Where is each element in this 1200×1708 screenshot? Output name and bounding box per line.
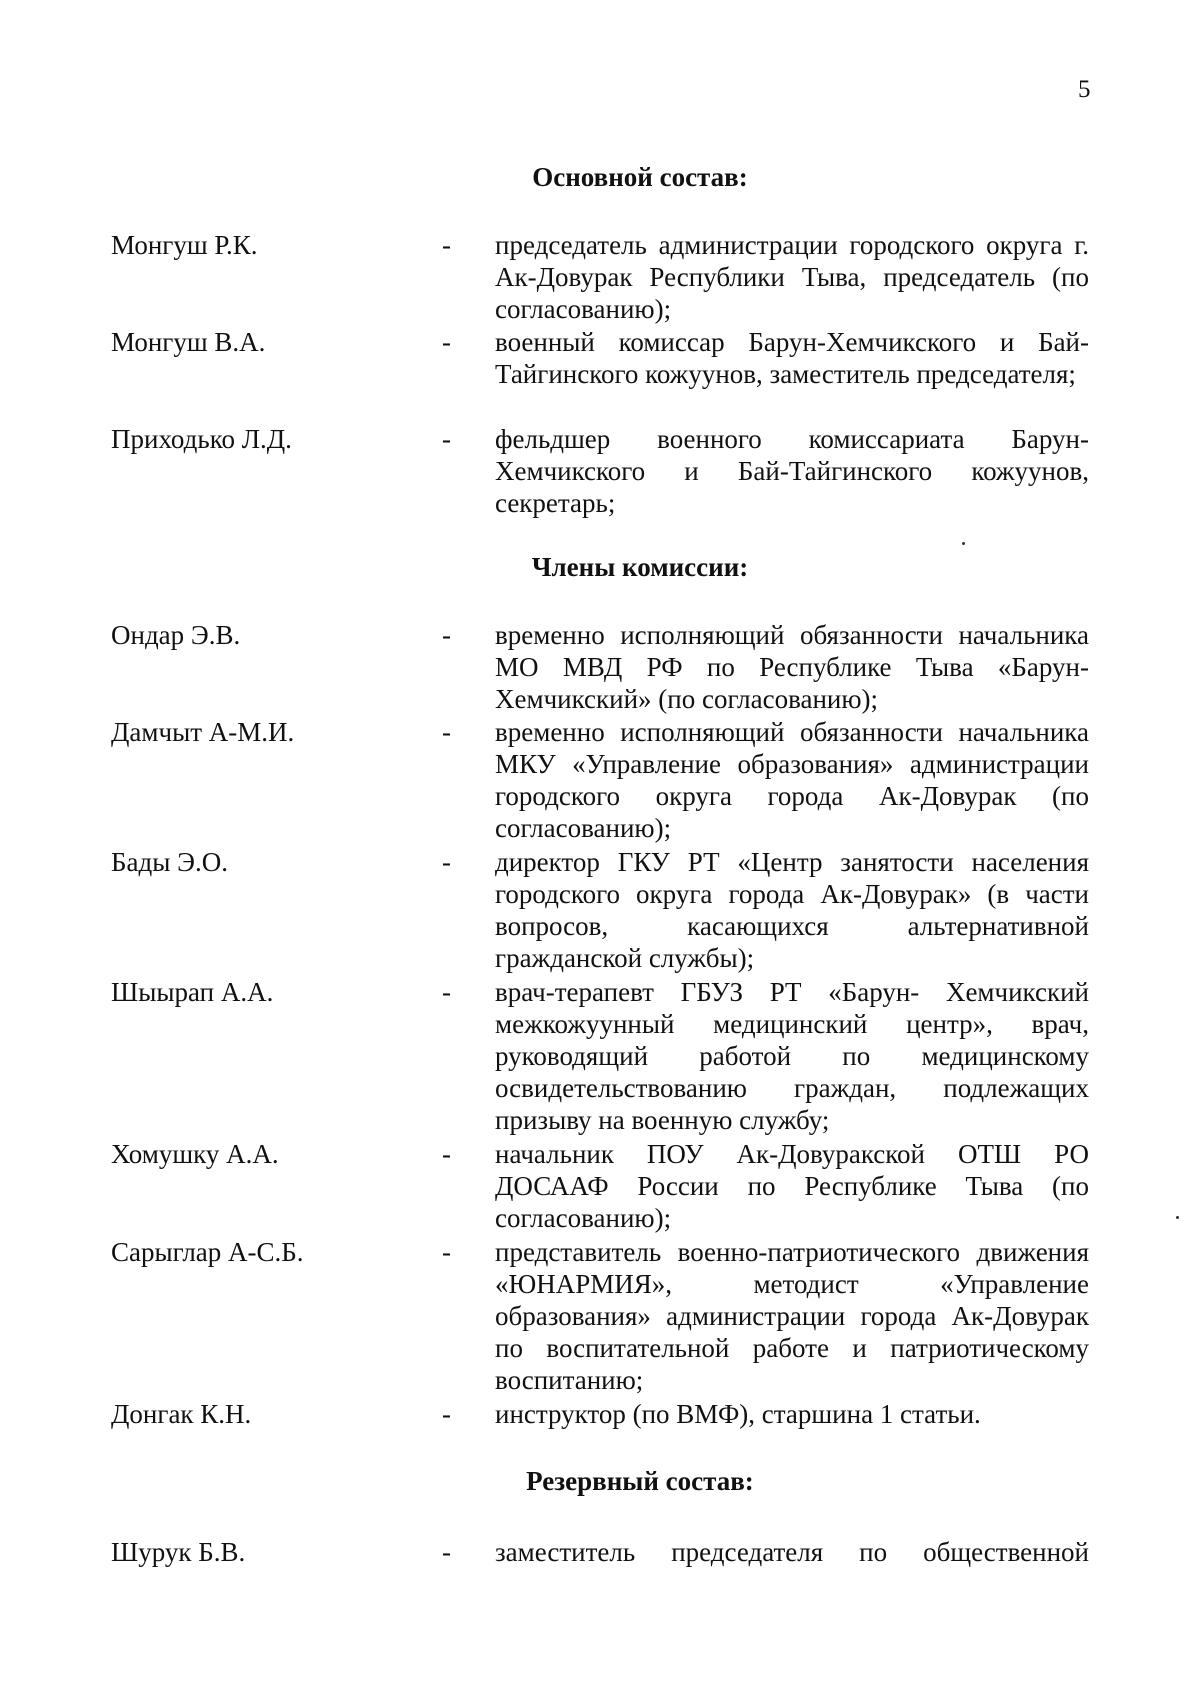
member-role: заместитель председателя по общественной [495,1537,1089,1567]
member-role: директор ГКУ РТ «Центр занятости населения городского округа города Ак-Довурак» (в части вопросов, касающихся альтернативной гражданской службы); [495,847,1089,973]
member-name: Монгуш В.А. [111,327,266,357]
dash: - [442,1139,451,1169]
member-role: временно исполняющий обязанности начальника МО МВД РФ по Республике Тыва «Барун-Хемчикский» (по согласованию); [495,620,1089,714]
scan-speck [1176,1216,1179,1219]
member-name: Приходько Л.Д. [111,424,292,454]
member-name: Донгак К.Н. [111,1399,252,1429]
page-number: 5 [1078,76,1091,103]
heading-commission-members: Члены комиссии: [531,552,749,582]
member-role: врач-терапевт ГБУЗ РТ «Барун- Хемчикский межкожуунный медицинский центр», врач, руководящий работой по медицинскому освидетельствованию граждан, подлежащих призыву на военную службу; [495,977,1089,1135]
member-role: начальник ПОУ Ак-Довуракской ОТШ РО ДОСААФ России по Республике Тыва (по согласованию); [495,1139,1089,1233]
member-name: Ондар Э.В. [111,620,241,650]
heading-reserve-composition: Резервный состав: [526,1466,754,1496]
dash: - [442,977,451,1007]
dash: - [442,717,451,747]
member-name: Сарыглар А-С.Б. [111,1237,304,1267]
member-name: Бады Э.О. [111,847,228,877]
dash: - [442,327,451,357]
member-name: Монгуш Р.К. [111,230,258,260]
member-role: военный комиссар Барун-Хемчикского и Бай-Тайгинского кожуунов, заместитель председателя; [495,327,1089,389]
member-name: Шурук Б.В. [111,1537,246,1567]
heading-main-composition: Основной состав: [532,162,748,192]
scan-speck [962,542,965,545]
dash: - [442,1399,451,1429]
member-role: фельдшер военного комиссариата Барун-Хемчикского и Бай-Тайгинского кожуунов, секретарь; [495,424,1089,518]
member-role: председатель администрации городского округа г. Ак-Довурак Республики Тыва, председатель (по согласованию); [495,230,1089,324]
member-role: инструктор (по ВМФ), старшина 1 статьи. [495,1399,981,1429]
member-name: Хомушку А.А. [111,1139,279,1169]
dash: - [442,424,451,454]
dash: - [442,847,451,877]
member-role: временно исполняющий обязанности начальника МКУ «Управление образования» администрации городского округа города Ак-Довурак (по согласованию); [495,717,1089,843]
member-name: Дамчыт А-М.И. [111,717,295,747]
dash: - [442,620,451,650]
dash: - [442,230,451,260]
member-name: Шыырап А.А. [111,977,274,1007]
member-role: представитель военно-патриотического движения «ЮНАРМИЯ», методист «Управление образования» администрации города Ак-Довурак по воспитательной работе и патриотическому воспитанию; [495,1237,1089,1395]
dash: - [442,1237,451,1267]
dash: - [442,1537,451,1567]
